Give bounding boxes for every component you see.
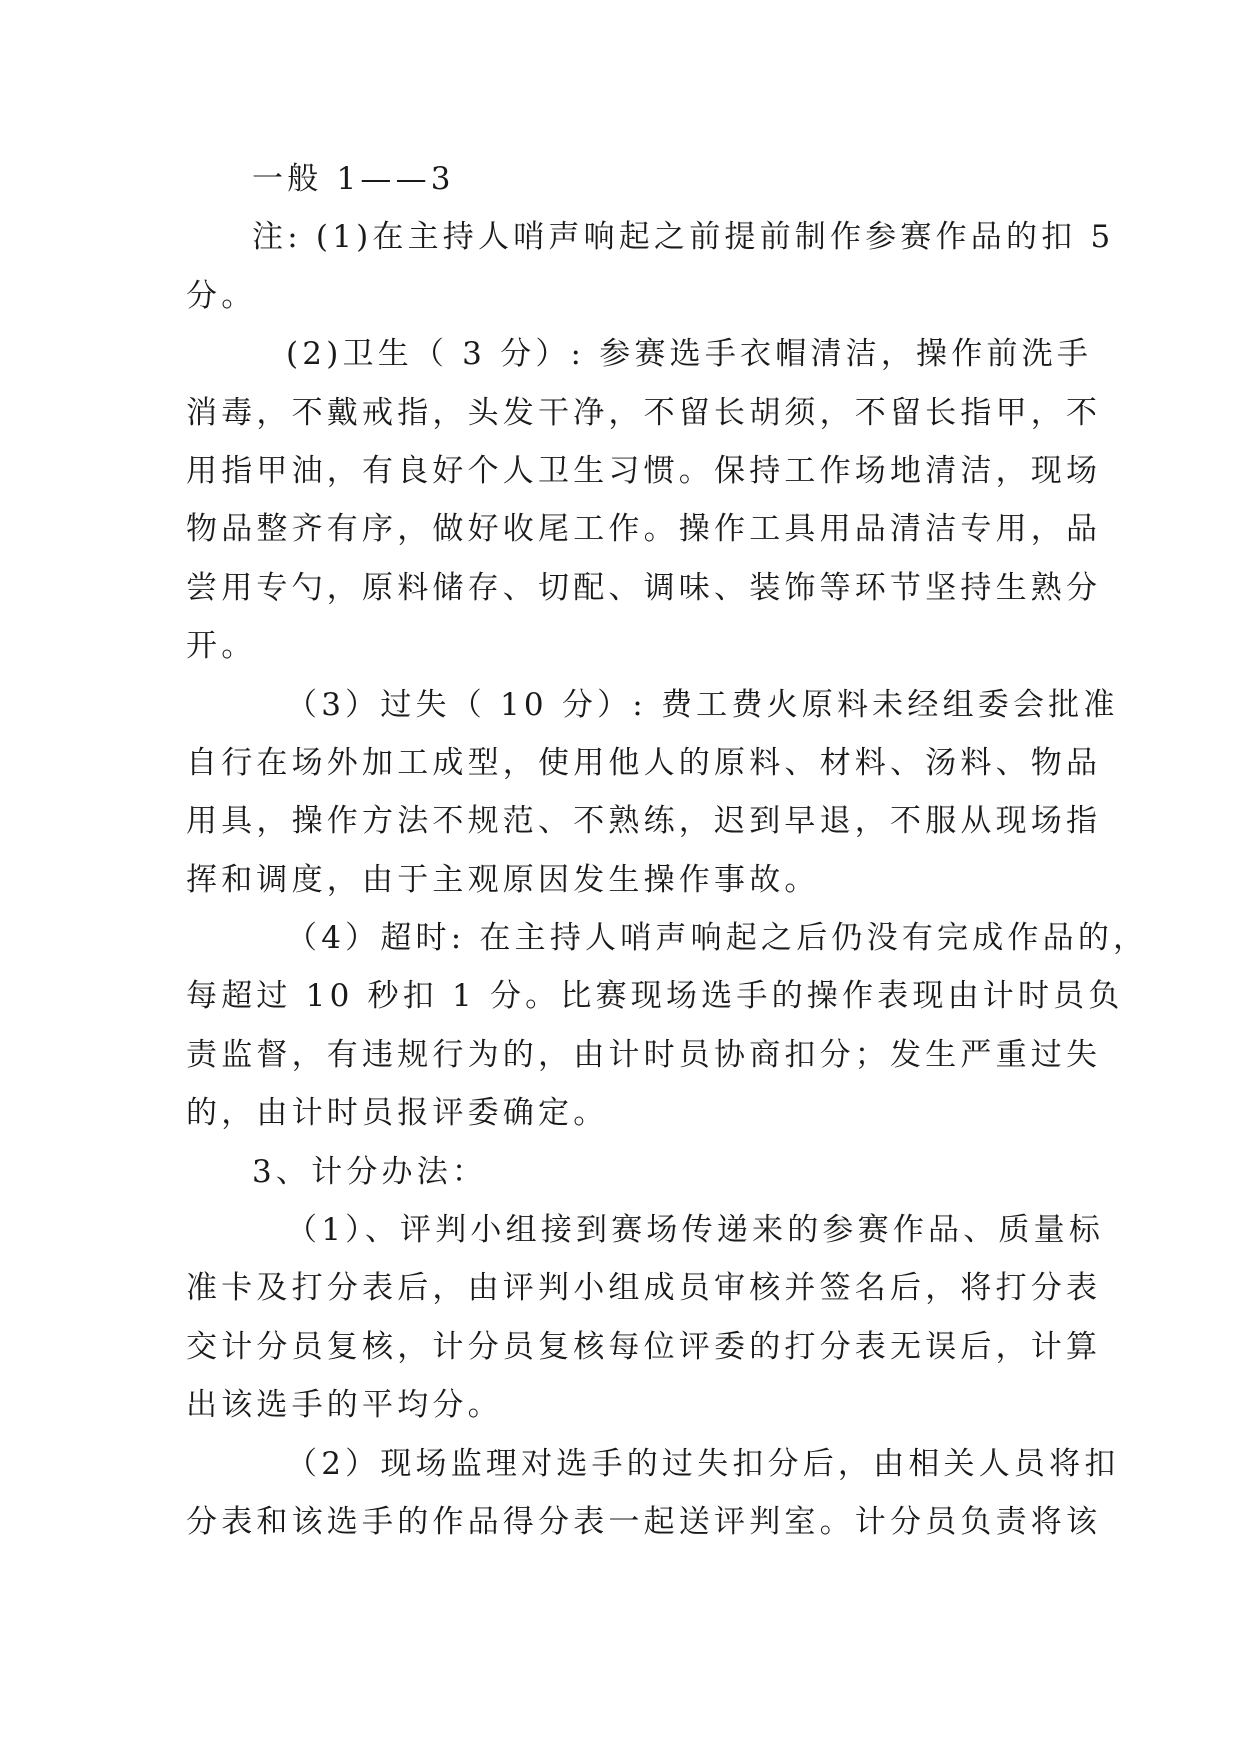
text-line: 物品整齐有序，做好收尾工作。操作工具用品清洁专用，品 [186, 511, 1102, 548]
text-line: 的，由计时员报评委确定。 [186, 1095, 609, 1132]
text-line: 一般 1——3 [252, 161, 455, 197]
text-line: 出该选手的平均分。 [186, 1387, 503, 1424]
document-body [186, 150, 1149, 1551]
text-line: （2）现场监理对选手的过失扣分后，由相关人员将扣 [286, 1445, 1120, 1482]
text-line: 分。 [186, 277, 257, 314]
text-line: 交计分员复核，计分员复核每位评委的打分表无误后，计算 [186, 1328, 1102, 1365]
text-line: 开。 [186, 628, 257, 665]
text-line: 用指甲油，有良好个人卫生习惯。保持工作场地清洁，现场 [186, 452, 1102, 489]
text-line: 注: (1)在主持人哨声响起之前提前制作参赛作品的扣 5 [252, 219, 1115, 256]
text-line: 每超过 10 秒扣 1 分。比赛现场选手的操作表现由计时员负 [186, 978, 1124, 1015]
text-line: 责监督，有违规行为的，由计时员协商扣分；发生严重过失 [186, 1036, 1102, 1073]
text-line: 分表和该选手的作品得分表一起送评判室。计分员负责将该 [186, 1503, 1102, 1540]
text-line: 用具，操作方法不规范、不熟练，迟到早退，不服从现场指 [186, 803, 1102, 840]
text-line: （4）超时: 在主持人哨声响起之后仍没有完成作品的， [286, 920, 1149, 957]
text-line: 尝用专勺，原料储存、切配、调味、装饰等环节坚持生熟分 [186, 569, 1102, 606]
text-line: 准卡及打分表后，由评判小组成员审核并签名后，将打分表 [186, 1270, 1102, 1307]
text-line: 消毒，不戴戒指，头发干净，不留长胡须，不留长指甲，不 [186, 394, 1102, 431]
text-line: 挥和调度，由于主观原因发生操作事故。 [186, 861, 820, 898]
text-line: 自行在场外加工成型，使用他人的原料、材料、汤料、物品 [186, 744, 1102, 781]
text-line: （3）过失（ 10 分）: 费工费火原料未经组委会批准 [286, 686, 1119, 723]
text-line: 3、计分办法： [252, 1153, 488, 1190]
text-line: （1）、评判小组接到赛场传递来的参赛作品、质量标 [286, 1212, 1105, 1249]
text-line: (2)卫生（ 3 分）: 参赛选手衣帽清洁，操作前洗手 [286, 336, 1093, 373]
